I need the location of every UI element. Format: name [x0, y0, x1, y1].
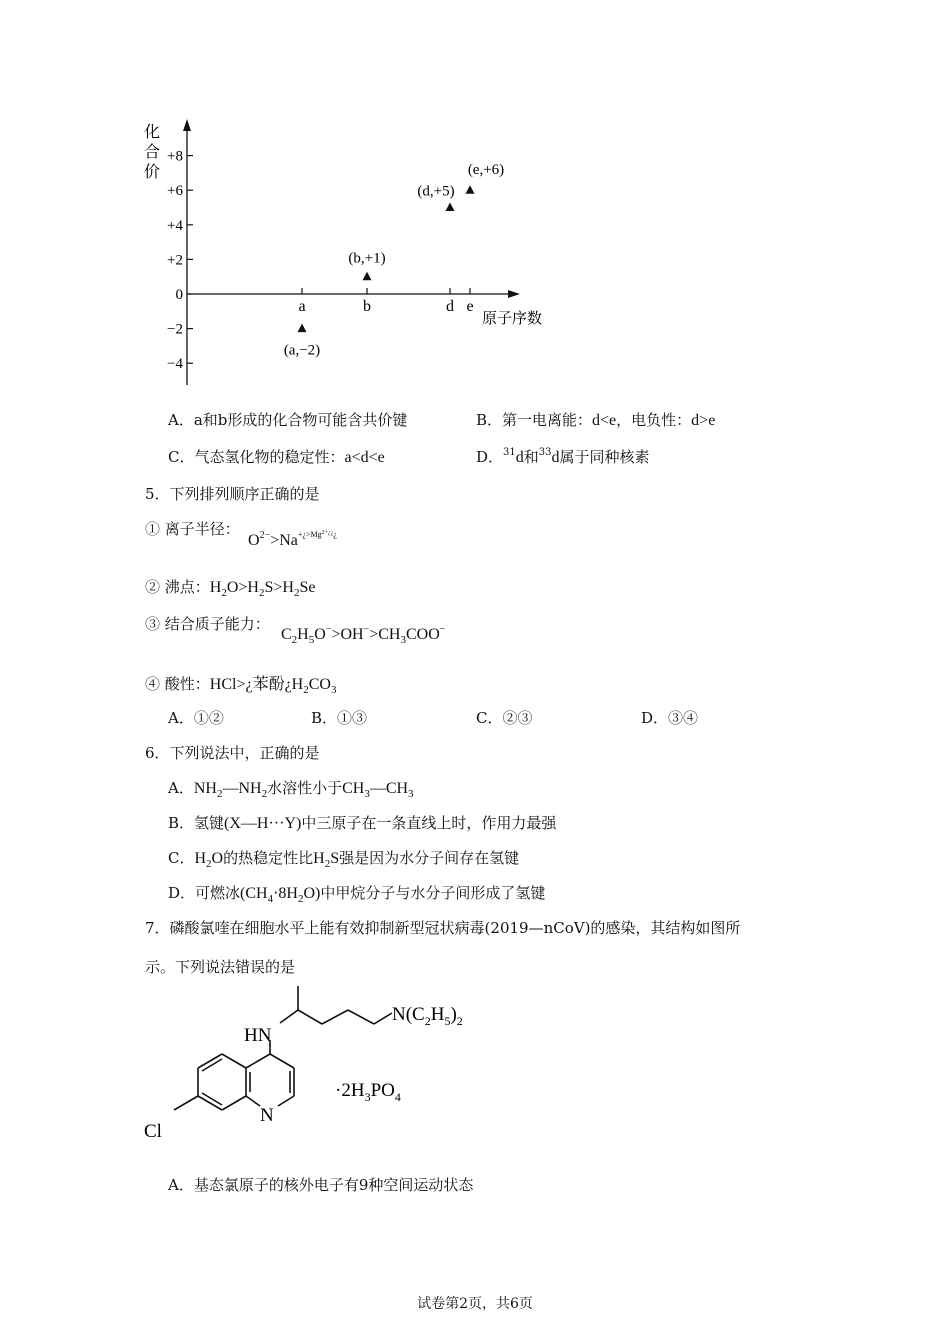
q5-i2-s1: 2	[221, 587, 227, 599]
q4-d-text: D．	[476, 448, 504, 466]
q5-i3-m2: −	[363, 624, 370, 635]
q5-i4-label: ④ 酸性：	[145, 675, 210, 693]
q5-i3-m3: −	[439, 624, 446, 635]
x-tick-label: a	[298, 298, 306, 315]
q4-c-formula: a<d<e	[344, 449, 385, 466]
q5-item-4	[145, 671, 336, 696]
q5-item-1-label: ① 离子半径：	[145, 520, 240, 538]
chloroquine-phosphate-structure	[130, 980, 490, 1145]
q6-c-text2: 强是因为水分子间存在氢键	[339, 849, 520, 867]
q5-option-a: A．①②	[168, 709, 224, 727]
y-tick-label: +8	[167, 148, 183, 165]
q6-c-text1: 的热稳定性比	[223, 849, 314, 867]
q5-i4-a: HCl>¿苯酚¿H	[209, 676, 304, 693]
q4-b-text1: B．第一电离能：	[476, 411, 593, 429]
q4-d-sym2: d	[551, 449, 560, 466]
q6-d-f2: ·8H	[273, 885, 298, 902]
q4-b-formula1: d<e	[592, 412, 617, 429]
q5-i2-h: H	[209, 579, 222, 596]
q6-c-s1: 2	[206, 858, 212, 870]
q7-stem-line2: 示。下列说法错误的是	[145, 958, 296, 976]
q5-option-d: D．③④	[641, 709, 699, 727]
q6-d-pre: D．可燃冰	[168, 884, 241, 902]
q6-b-formula: (X—H···Y)	[224, 815, 302, 832]
y-tick-label: 0	[175, 287, 183, 303]
q5-item-2	[145, 576, 315, 599]
q5-i3-h: H	[297, 626, 309, 643]
q6-c-f4: S	[330, 850, 340, 867]
svg-text:化: 化	[144, 124, 161, 141]
q6-a-f4: —CH	[369, 780, 409, 797]
x-tick-label: d	[446, 298, 454, 315]
q6-option-c	[168, 847, 519, 870]
q6-option-d	[168, 882, 545, 905]
q5-i2-sh: S>H	[264, 579, 294, 596]
q5-i4-s1: 2	[303, 684, 309, 696]
q5-i2-s3: 2	[293, 587, 300, 599]
q6-d-f1: (CH	[240, 885, 268, 902]
data-point-label: (b,+1)	[348, 250, 386, 267]
q6-c-f1: H	[194, 850, 207, 867]
q6-option-b	[168, 812, 556, 833]
data-point-marker	[446, 203, 455, 212]
q5-i2-label: ② 沸点：	[145, 578, 210, 596]
q5-stem: 5．下列排列顺序正确的是	[145, 485, 320, 503]
q6-d-f3: O)	[303, 885, 321, 902]
x-axis-title: 原子序数	[482, 309, 543, 327]
q5-item-3-formula	[281, 624, 445, 646]
q6-a-f2: —NH	[222, 780, 262, 797]
q6-a-text: 水溶性小于	[267, 779, 343, 797]
q5-i3-m1: −	[325, 624, 332, 635]
q5-i3-s2: 5	[308, 634, 315, 646]
structure-ring-n-label: N	[260, 1105, 274, 1126]
y-axis-arrow	[183, 119, 191, 131]
y-tick-label: +2	[167, 252, 183, 269]
y-tick-label: +4	[167, 217, 183, 234]
q5-i3-oh: >OH	[331, 626, 364, 643]
q5-i3-s1: 2	[291, 634, 298, 646]
q4-option-b	[476, 409, 715, 430]
q6-a-pre: A．	[168, 779, 194, 797]
q5-i1-charge1: 2−	[259, 530, 271, 541]
q6-stem: 6．下列说法中，正确的是	[145, 744, 320, 762]
q4-d-text2: 属于同种核素	[559, 448, 650, 466]
q5-i3-c: C	[281, 626, 292, 643]
q4-d-sym1: d	[515, 449, 524, 466]
q5-i2-o: O>H	[226, 579, 259, 596]
q5-option-c: C．②③	[476, 709, 533, 727]
y-tick-label: −4	[167, 356, 183, 373]
q4-d-and: 和	[523, 448, 539, 466]
q5-i1-o: O	[248, 532, 260, 549]
x-tick-label: e	[466, 298, 474, 315]
data-point-marker	[466, 185, 475, 194]
q5-item-1-formula	[248, 530, 337, 550]
q6-a-f3: CH	[342, 780, 365, 797]
q4-d-mass1: 31	[503, 447, 516, 458]
q6-c-pre: C．	[168, 849, 195, 867]
data-point-marker	[363, 272, 372, 281]
q6-a-s3: 3	[364, 788, 370, 800]
q5-i4-formula	[209, 676, 337, 696]
q5-i2-formula	[209, 579, 316, 599]
q4-option-c	[168, 446, 385, 467]
q7-option-a: A．基态氯原子的核外电子有9种空间运动状态	[168, 1176, 474, 1194]
q6-c-f2: O	[211, 850, 224, 867]
q6-option-a	[168, 777, 414, 800]
structure-salt-label: $\cdot 2H_3PO_4$	[335, 1080, 401, 1104]
q6-b-text: 中三原子在一条直线上时，作用力最强	[301, 814, 557, 832]
data-point-label: (a,−2)	[283, 342, 321, 359]
q5-option-b: B．①③	[311, 709, 368, 727]
q4-c-text: C．气态氢化物的稳定性：	[168, 448, 345, 466]
data-point-label: (e,+6)	[467, 162, 505, 179]
structure-nh-label: HN	[244, 1025, 272, 1046]
q5-item-3-label: ③ 结合质子能力：	[145, 615, 270, 633]
q5-i3-ch: >CH	[369, 626, 401, 643]
x-tick-label: b	[363, 298, 371, 315]
q4-b-formula2: d>e	[691, 412, 716, 429]
q5-i2-s2: 2	[258, 587, 265, 599]
data-point-marker	[298, 324, 307, 333]
q5-i1-na: >Na	[270, 532, 298, 549]
q4-b-text2: ，电负性：	[616, 411, 692, 429]
q4-d-mass2: 33	[538, 447, 552, 458]
y-axis-title	[144, 123, 160, 181]
y-tick-label: −2	[167, 321, 183, 338]
q5-i1-charge2: 2+¿¿	[321, 530, 334, 536]
q6-a-s4: 3	[408, 788, 414, 800]
q6-d-s1: 4	[267, 893, 274, 905]
q6-c-f3: H	[313, 850, 325, 867]
q6-a-s1: 2	[216, 788, 223, 800]
q5-i4-s2: 3	[330, 684, 337, 696]
q5-i4-co: CO	[308, 676, 331, 693]
x-axis-arrow	[508, 290, 520, 298]
q6-d-text: 中甲烷分子与水分子间形成了氢键	[320, 884, 546, 902]
q5-i1-mg: +¿>Mg	[297, 530, 322, 539]
q5-i3-coo: COO	[405, 626, 440, 643]
q6-b-pre: B．氢键	[168, 814, 225, 832]
q5-i3-s3: 3	[400, 634, 406, 646]
q5-i2-se: Se	[299, 579, 316, 596]
q7-stem-line1: 7．磷酸氯喹在细胞水平上能有效抑制新型冠状病毒(2019—nCoV)的感染，其结构如图所	[145, 919, 741, 937]
y-tick-label: +6	[167, 183, 183, 200]
q4-option-a: A．a和b形成的化合物可能含共价键	[168, 411, 408, 429]
q5-i1-end: ¿	[333, 530, 337, 539]
q5-i3-o: O	[314, 626, 326, 643]
q4-option-d	[476, 446, 650, 467]
structure-cl-label: Cl	[144, 1121, 162, 1142]
valence-chart	[130, 115, 570, 390]
q6-c-s2: 2	[324, 858, 331, 870]
q6-a-s2: 2	[261, 788, 268, 800]
data-point-label: (d,+5)	[417, 183, 455, 200]
page-footer: 试卷第2页，共6页	[417, 1296, 533, 1312]
structure-amine-label: $N(C_2H_5)_2$	[392, 1004, 463, 1028]
q6-d-s2: 2	[297, 893, 304, 905]
svg-text:合: 合	[144, 144, 161, 161]
svg-text:价: 价	[144, 164, 161, 181]
q6-a-f1: NH	[193, 780, 217, 797]
